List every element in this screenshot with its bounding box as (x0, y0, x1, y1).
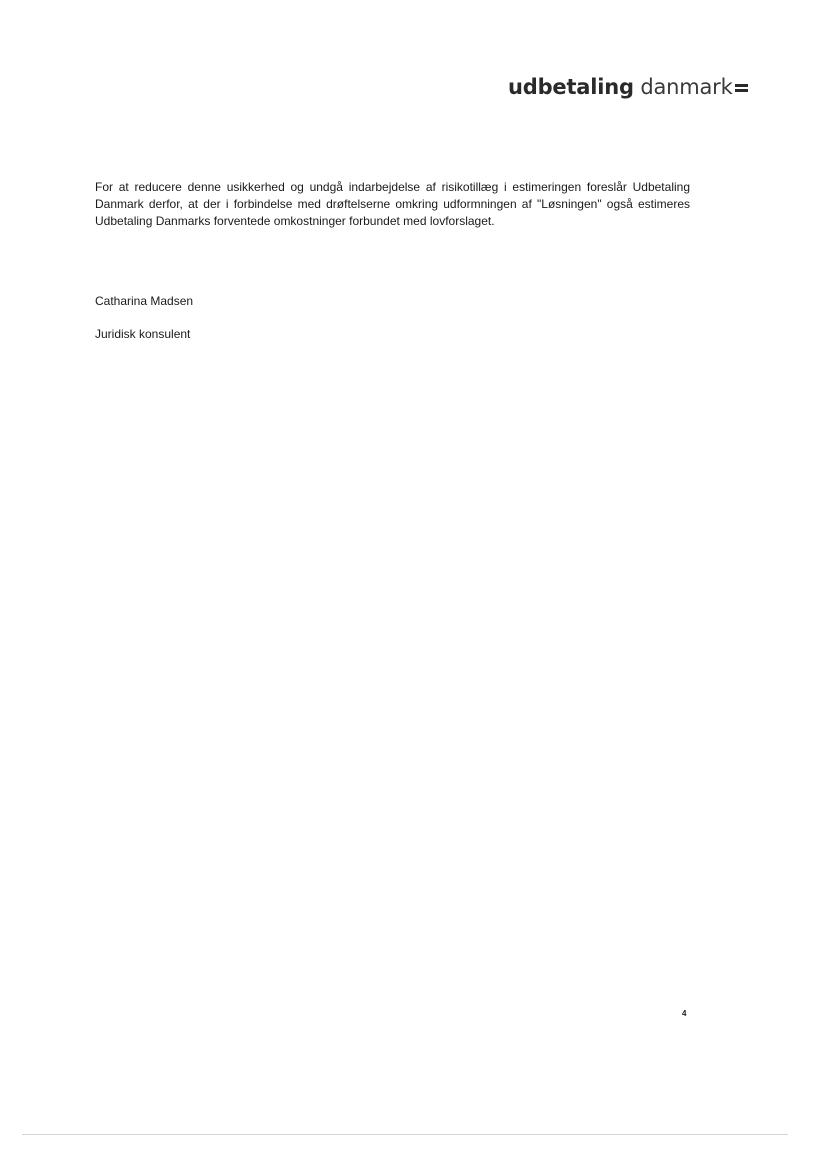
signature-title: Juridisk konsulent (95, 327, 191, 341)
footer-divider (22, 1134, 788, 1135)
page-number: 4 (682, 1009, 687, 1018)
company-logo (508, 73, 748, 101)
body-paragraph: For at reducere denne usikkerhed og undgå indarbejdelse af risikotillæg i estimeringen foreslår Udbetaling Danmark derfor, at der i forbindelse med drøftelserne omkring udformningen af "Løsningen" også estimeres Udbetaling Danmarks forventede omkostninger forbundet med lovforslaget. (95, 180, 690, 228)
logo-text-light: danmark (640, 75, 733, 99)
equals-mark-icon (735, 83, 748, 93)
logo-text-bold: udbetaling (508, 75, 634, 99)
signature-name: Catharina Madsen (95, 294, 194, 308)
